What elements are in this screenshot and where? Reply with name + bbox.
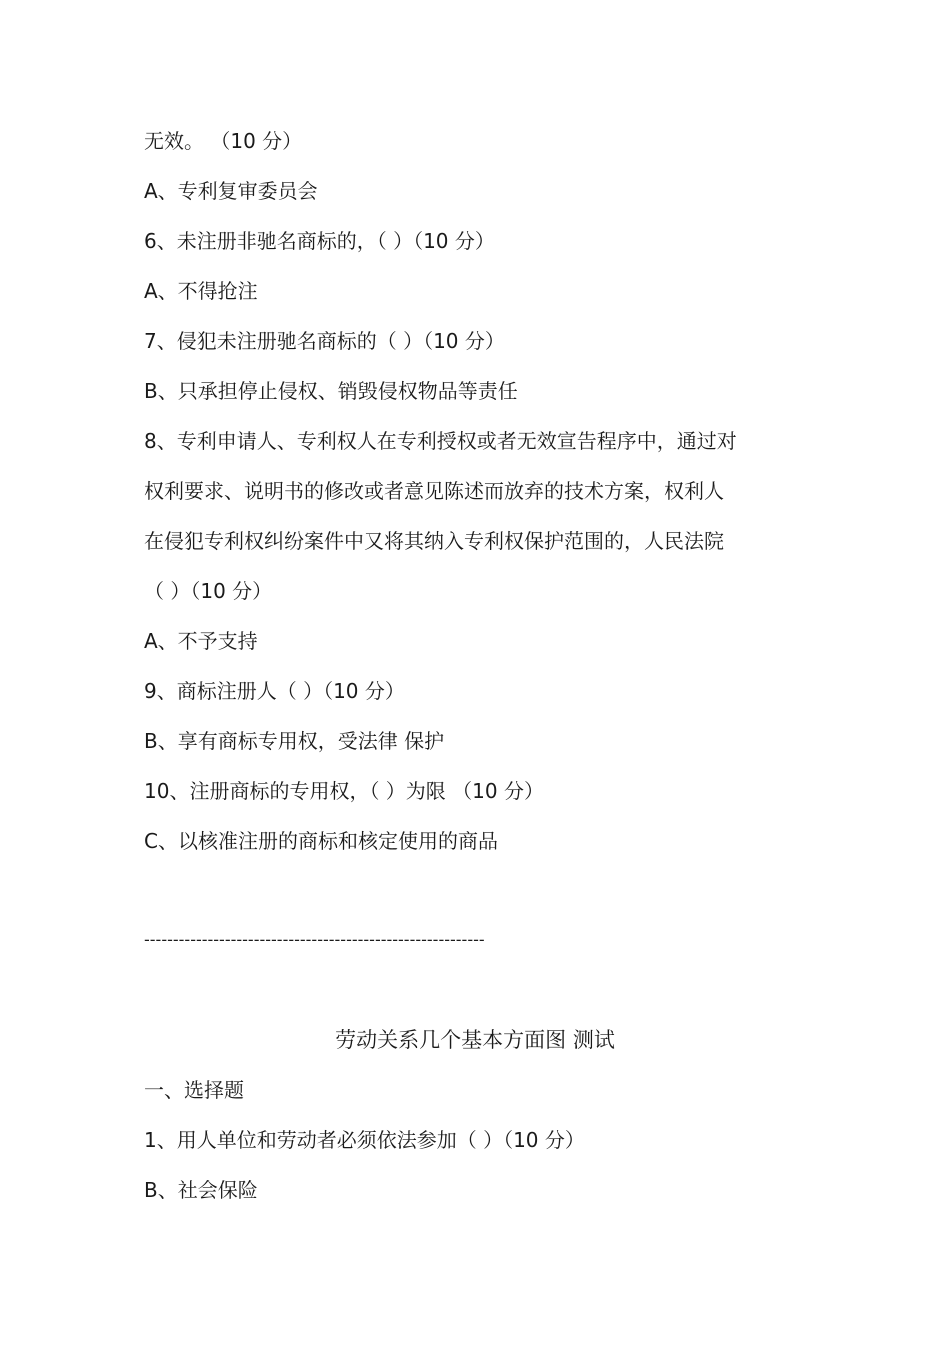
question-10: 10、注册商标的专用权，（ ）为限 （10 分） [144, 779, 544, 803]
answer-line: C、以核准注册的商标和核定使用的商品 [144, 829, 498, 853]
question-6: 6、未注册非驰名商标的，（ ）（10 分） [144, 229, 495, 253]
question-1: 1、用人单位和劳动者必须依法参加（ ）（10 分） [144, 1128, 585, 1152]
question-8-continued: 权利要求、说明书的修改或者意见陈述而放弃的技术方案，权利人 [144, 479, 724, 503]
question-8-continued: （ ）（10 分） [144, 579, 273, 603]
answer-line: B、只承担停止侵权、销毁侵权物品等责任 [144, 379, 518, 403]
question-8: 8、专利申请人、专利权人在专利授权或者无效宣告程序中，通过对 [144, 429, 737, 453]
question-8-continued: 在侵犯专利权纠纷案件中又将其纳入专利权保护范围的，人民法院 [144, 529, 724, 553]
answer-line: B、社会保险 [144, 1178, 258, 1202]
question-9: 9、商标注册人（ ）（10 分） [144, 679, 405, 703]
text-line-continuation: 无效。 （10 分） [144, 129, 303, 153]
section-divider: ----------------------------------------------------------- [144, 930, 485, 949]
section-title: 劳动关系几个基本方面图 测试 [335, 1028, 615, 1052]
question-7: 7、侵犯未注册驰名商标的（ ）（10 分） [144, 329, 505, 353]
answer-line: A、专利复审委员会 [144, 179, 318, 203]
answer-line: B、享有商标专用权，受法律 保护 [144, 729, 445, 753]
answer-line: A、不得抢注 [144, 279, 258, 303]
answer-line: A、不予支持 [144, 629, 258, 653]
section-heading: 一、选择题 [144, 1078, 244, 1102]
